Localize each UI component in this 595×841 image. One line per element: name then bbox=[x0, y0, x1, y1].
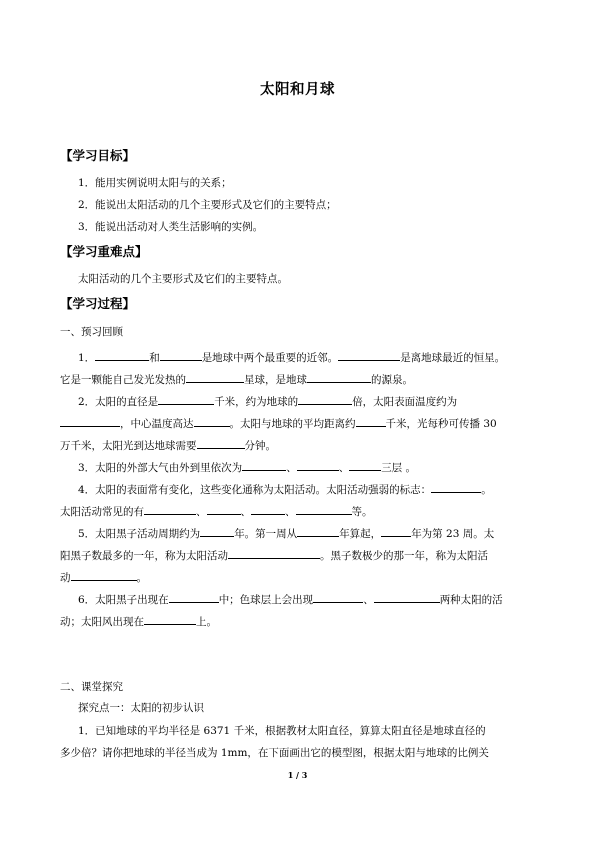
question-2-line-2: ，中心温度高达 。太阳与地球的平均距离约 千米，光每秒可传播 30 bbox=[60, 415, 497, 431]
answer-blank[interactable] bbox=[381, 525, 411, 537]
answer-blank[interactable] bbox=[197, 437, 245, 449]
question-3: 3．太阳的外部大气由外到里依次为 、 、 三层 。 bbox=[78, 459, 416, 475]
question-6-line-2: 动；太阳风出现在 上。 bbox=[60, 613, 217, 629]
answer-blank[interactable] bbox=[144, 503, 196, 515]
answer-blank[interactable] bbox=[194, 415, 230, 427]
answer-blank[interactable] bbox=[374, 591, 440, 603]
answer-blank[interactable] bbox=[338, 349, 400, 361]
process-heading: 【学习过程】 bbox=[60, 296, 136, 311]
question-1-line-1: 1． 和 是地球中两个最重要的近邻。 是离地球最近的恒星。 bbox=[78, 349, 505, 365]
answer-blank[interactable] bbox=[158, 393, 214, 405]
question-1-line-2: 它是一颗能自己发光发热的 星球，是地球 的源泉。 bbox=[60, 371, 413, 387]
page-title: 太阳和月球 bbox=[260, 82, 335, 98]
answer-blank[interactable] bbox=[242, 459, 286, 471]
review-heading: 一、预习回顾 bbox=[60, 326, 123, 338]
question-5-line-3: 动 。 bbox=[60, 569, 147, 585]
answer-blank[interactable] bbox=[298, 393, 352, 405]
answer-blank[interactable] bbox=[71, 569, 137, 581]
answer-blank[interactable] bbox=[307, 371, 371, 383]
answer-blank[interactable] bbox=[144, 613, 196, 625]
question-2-line-3: 万千米，太阳光到达地球需要 分钟。 bbox=[60, 437, 276, 453]
explore-question-1-line-2: 多少倍？请你把地球的半径当成为 1mm，在下面画出它的模型图，根据太阳与地球的比例关 bbox=[60, 747, 489, 759]
answer-blank[interactable] bbox=[169, 591, 219, 603]
explore-question-1-line-1: 1．已知地球的平均半径是 6371 千米，根据教材太阳直径，算算太阳直径是地球直径的 bbox=[78, 725, 486, 737]
answer-blank[interactable] bbox=[228, 547, 320, 559]
question-2-line-1: 2．太阳的直径是 千米，约为地球的 倍，太阳表面温度约为 bbox=[78, 393, 457, 409]
explore-heading: 二、课堂探究 bbox=[60, 681, 123, 693]
answer-blank[interactable] bbox=[349, 459, 381, 471]
answer-blank[interactable] bbox=[160, 349, 202, 361]
goal-item: 3．能说出活动对人类生活影响的实例。 bbox=[78, 221, 264, 233]
goal-item: 1．能用实例说明太阳与的关系； bbox=[78, 177, 232, 189]
answer-blank[interactable] bbox=[431, 481, 481, 493]
answer-blank[interactable] bbox=[251, 503, 285, 515]
answer-blank[interactable] bbox=[207, 503, 241, 515]
answer-blank[interactable] bbox=[356, 415, 386, 427]
keypoints-heading: 【学习重难点】 bbox=[60, 244, 148, 259]
question-4-line-2: 太阳活动常见的有 、 、 、 等。 bbox=[60, 503, 373, 519]
page-number: 1 / 3 bbox=[287, 770, 308, 780]
answer-blank[interactable] bbox=[297, 525, 339, 537]
question-5-line-2: 阳黑子数最多的一年，称为太阳活动 。黑子数极少的那一年，称为太阳活 bbox=[60, 547, 488, 563]
explore-point-1: 探究点一：太阳的初步认识 bbox=[78, 702, 204, 714]
answer-blank[interactable] bbox=[95, 349, 149, 361]
answer-blank[interactable] bbox=[186, 371, 244, 383]
answer-blank[interactable] bbox=[200, 525, 234, 537]
answer-blank[interactable] bbox=[296, 503, 352, 515]
answer-blank[interactable] bbox=[60, 415, 120, 427]
question-5-line-1: 5．太阳黑子活动周期约为 年。第一周从 年算起， 年为第 23 周。太 bbox=[78, 525, 494, 541]
goal-item: 2．能说出太阳活动的几个主要形式及它们的主要特点； bbox=[78, 199, 337, 211]
keypoints-text: 太阳活动的几个主要形式及它们的主要特点。 bbox=[78, 273, 288, 285]
answer-blank[interactable] bbox=[313, 591, 363, 603]
goals-heading: 【学习目标】 bbox=[60, 148, 136, 163]
question-6-line-1: 6．太阳黑子出现在 中；色球层上会出现 、 两种太阳的活 bbox=[78, 591, 503, 607]
answer-blank[interactable] bbox=[297, 459, 339, 471]
question-4-line-1: 4．太阳的表面常有变化，这些变化通称为太阳活动。太阳活动强弱的标志： 。 bbox=[78, 481, 492, 497]
